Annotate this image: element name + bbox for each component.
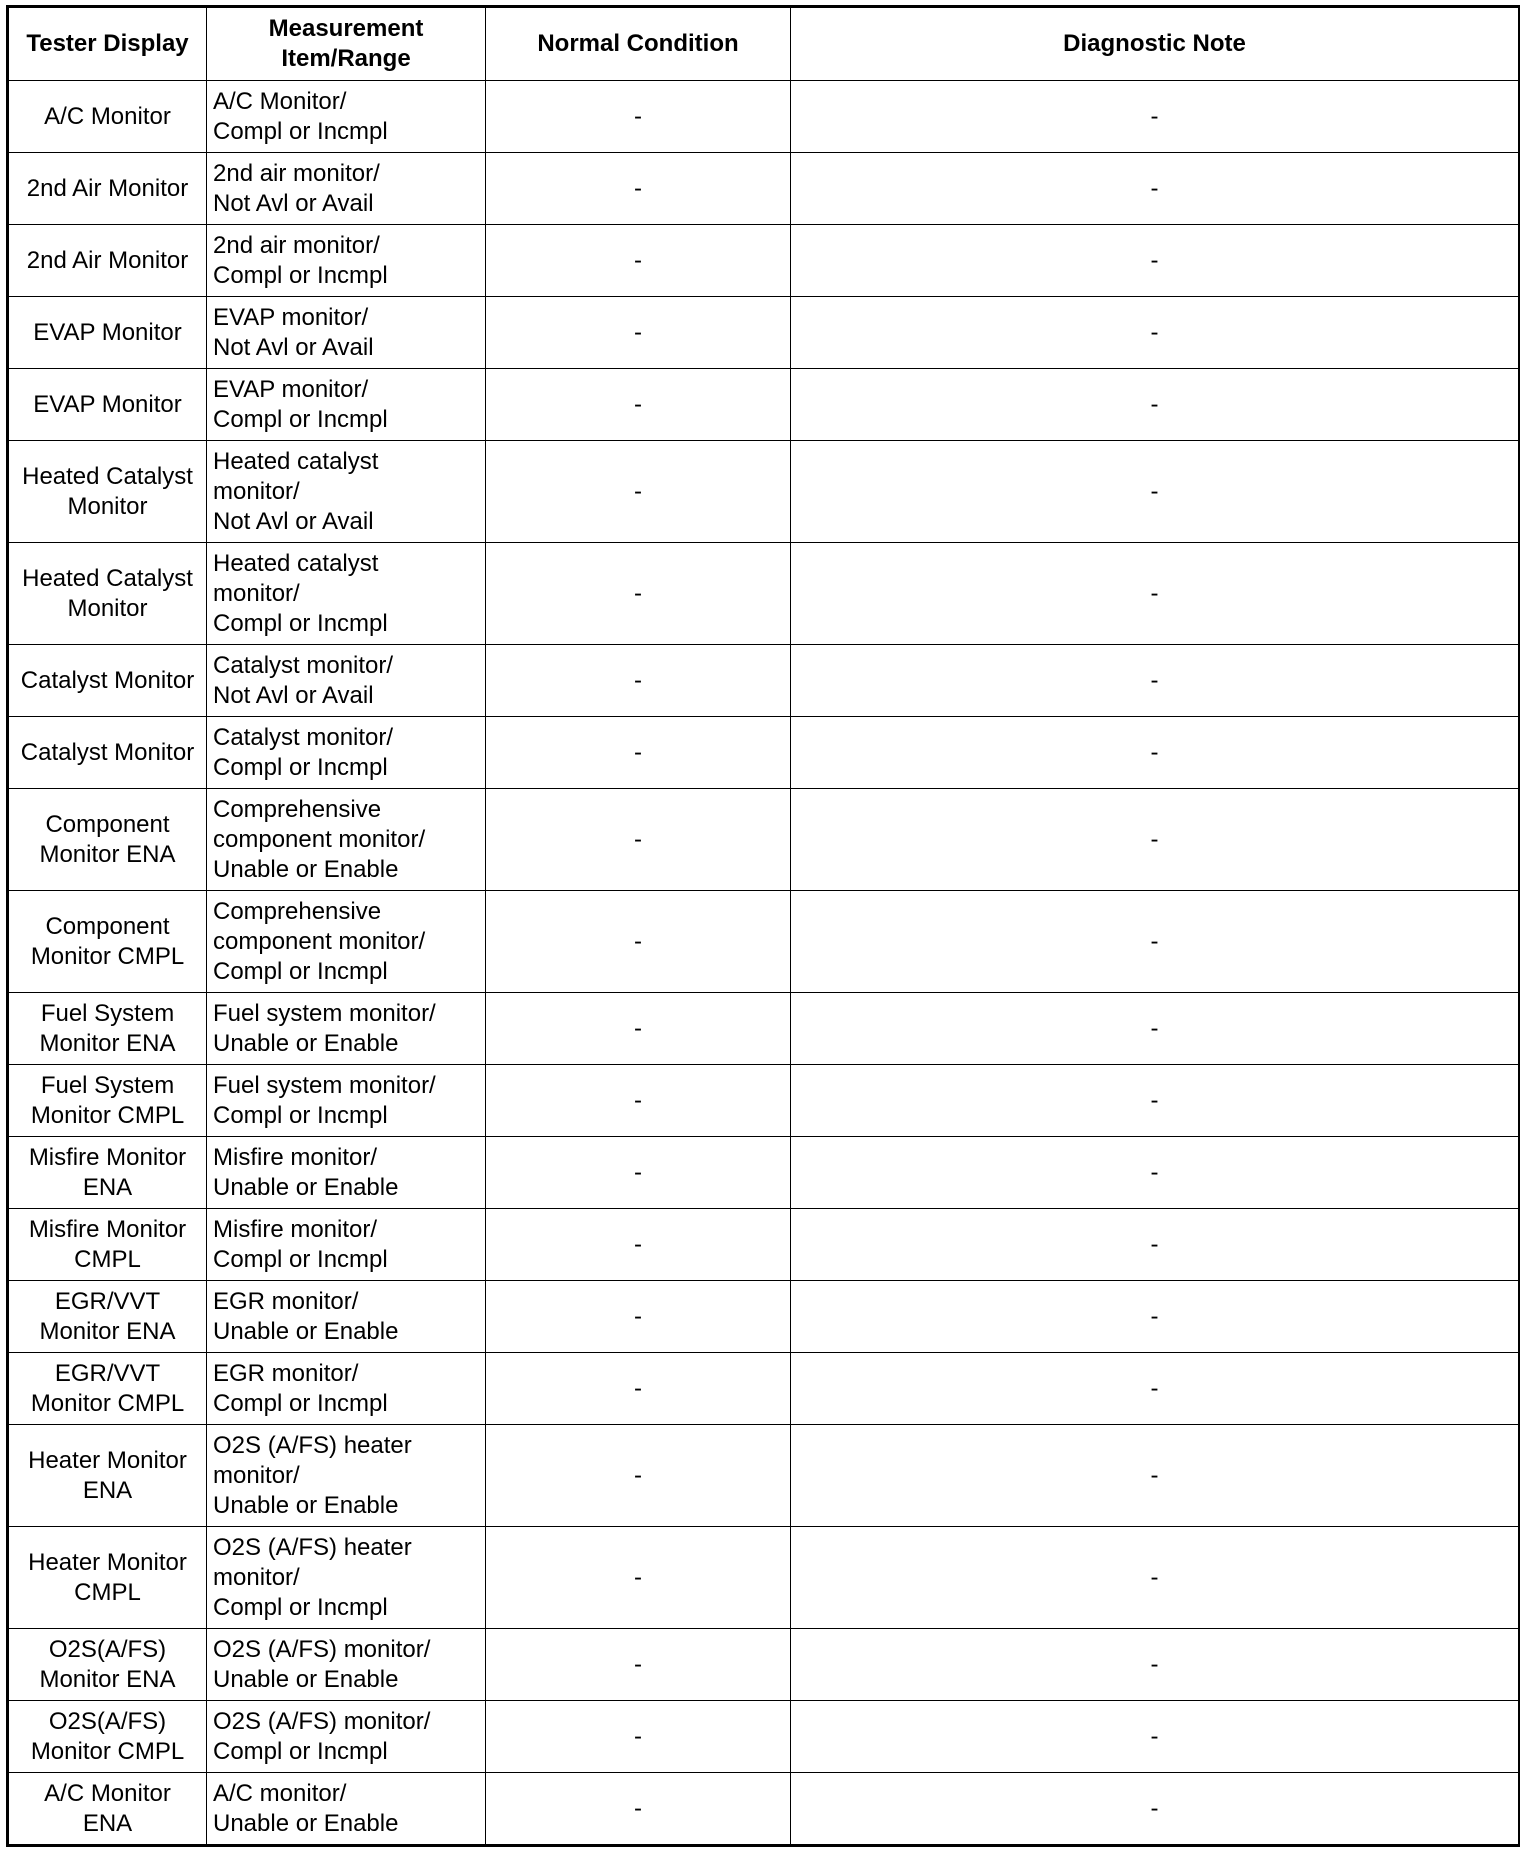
table-row — [8, 441, 1520, 543]
cell-diagnostic-note: - — [791, 891, 1520, 993]
cell-diagnostic-note: - — [791, 717, 1520, 789]
table-row — [8, 1281, 1520, 1353]
header-diagnostic-note: Diagnostic Note — [791, 7, 1520, 81]
cell-diagnostic-note: - — [791, 369, 1520, 441]
cell-measurement: 2nd air monitor/ Compl or Incmpl — [207, 225, 486, 297]
cell-tester-display: Misfire Monitor CMPL — [8, 1209, 207, 1281]
cell-tester-display: Heater Monitor CMPL — [8, 1527, 207, 1629]
cell-tester-display: EGR/VVT Monitor ENA — [8, 1281, 207, 1353]
cell-normal-condition: - — [486, 369, 791, 441]
table-row — [8, 81, 1520, 153]
table-header-row — [8, 7, 1520, 81]
cell-measurement: Heated catalyst monitor/ Compl or Incmpl — [207, 543, 486, 645]
cell-diagnostic-note: - — [791, 1281, 1520, 1353]
cell-normal-condition: - — [486, 1209, 791, 1281]
cell-tester-display: Catalyst Monitor — [8, 717, 207, 789]
cell-measurement: Heated catalyst monitor/ Not Avl or Avail — [207, 441, 486, 543]
cell-tester-display: Component Monitor CMPL — [8, 891, 207, 993]
cell-measurement: Fuel system monitor/ Unable or Enable — [207, 993, 486, 1065]
table-row — [8, 297, 1520, 369]
cell-measurement: EVAP monitor/ Compl or Incmpl — [207, 369, 486, 441]
cell-diagnostic-note: - — [791, 441, 1520, 543]
table-row — [8, 543, 1520, 645]
cell-tester-display: Fuel System Monitor CMPL — [8, 1065, 207, 1137]
cell-measurement: 2nd air monitor/ Not Avl or Avail — [207, 153, 486, 225]
data-list-table — [6, 5, 1520, 1847]
cell-measurement: Fuel system monitor/ Compl or Incmpl — [207, 1065, 486, 1137]
cell-diagnostic-note: - — [791, 543, 1520, 645]
cell-measurement: Comprehensive component monitor/ Unable or Enable — [207, 789, 486, 891]
document-page — [6, 5, 1518, 1847]
cell-measurement: O2S (A/FS) heater monitor/ Compl or Incmpl — [207, 1527, 486, 1629]
cell-tester-display: Heater Monitor ENA — [8, 1425, 207, 1527]
cell-diagnostic-note: - — [791, 81, 1520, 153]
cell-normal-condition: - — [486, 81, 791, 153]
cell-tester-display: 2nd Air Monitor — [8, 225, 207, 297]
cell-measurement: A/C monitor/ Unable or Enable — [207, 1773, 486, 1846]
cell-tester-display: Catalyst Monitor — [8, 645, 207, 717]
cell-diagnostic-note: - — [791, 1701, 1520, 1773]
table-row — [8, 1209, 1520, 1281]
cell-tester-display: Component Monitor ENA — [8, 789, 207, 891]
table-row — [8, 225, 1520, 297]
cell-measurement: O2S (A/FS) monitor/ Compl or Incmpl — [207, 1701, 486, 1773]
cell-normal-condition: - — [486, 891, 791, 993]
table-row — [8, 891, 1520, 993]
cell-measurement: A/C Monitor/ Compl or Incmpl — [207, 81, 486, 153]
cell-diagnostic-note: - — [791, 1065, 1520, 1137]
cell-tester-display: EVAP Monitor — [8, 297, 207, 369]
cell-tester-display: Heated Catalyst Monitor — [8, 543, 207, 645]
cell-measurement: EVAP monitor/ Not Avl or Avail — [207, 297, 486, 369]
cell-diagnostic-note: - — [791, 1209, 1520, 1281]
cell-normal-condition: - — [486, 297, 791, 369]
cell-normal-condition: - — [486, 1701, 791, 1773]
table-row — [8, 645, 1520, 717]
cell-measurement: O2S (A/FS) heater monitor/ Unable or Enable — [207, 1425, 486, 1527]
cell-normal-condition: - — [486, 993, 791, 1065]
table-row — [8, 1425, 1520, 1527]
table-row — [8, 1137, 1520, 1209]
cell-measurement: Misfire monitor/ Compl or Incmpl — [207, 1209, 486, 1281]
cell-tester-display: A/C Monitor — [8, 81, 207, 153]
header-normal-condition: Normal Condition — [486, 7, 791, 81]
cell-tester-display: Misfire Monitor ENA — [8, 1137, 207, 1209]
cell-normal-condition: - — [486, 1065, 791, 1137]
table-row — [8, 1701, 1520, 1773]
cell-normal-condition: - — [486, 225, 791, 297]
cell-normal-condition: - — [486, 1425, 791, 1527]
cell-measurement: EGR monitor/ Compl or Incmpl — [207, 1353, 486, 1425]
cell-diagnostic-note: - — [791, 1425, 1520, 1527]
cell-measurement: EGR monitor/ Unable or Enable — [207, 1281, 486, 1353]
cell-normal-condition: - — [486, 1527, 791, 1629]
cell-measurement: Misfire monitor/ Unable or Enable — [207, 1137, 486, 1209]
cell-normal-condition: - — [486, 1137, 791, 1209]
cell-tester-display: A/C Monitor ENA — [8, 1773, 207, 1846]
cell-measurement: Catalyst monitor/ Compl or Incmpl — [207, 717, 486, 789]
cell-tester-display: Fuel System Monitor ENA — [8, 993, 207, 1065]
cell-diagnostic-note: - — [791, 1629, 1520, 1701]
cell-tester-display: EGR/VVT Monitor CMPL — [8, 1353, 207, 1425]
table-row — [8, 1527, 1520, 1629]
cell-normal-condition: - — [486, 543, 791, 645]
table-row — [8, 1773, 1520, 1846]
cell-normal-condition: - — [486, 153, 791, 225]
cell-diagnostic-note: - — [791, 1353, 1520, 1425]
cell-measurement: O2S (A/FS) monitor/ Unable or Enable — [207, 1629, 486, 1701]
cell-diagnostic-note: - — [791, 993, 1520, 1065]
cell-normal-condition: - — [486, 717, 791, 789]
cell-tester-display: Heated Catalyst Monitor — [8, 441, 207, 543]
cell-normal-condition: - — [486, 1773, 791, 1846]
cell-diagnostic-note: - — [791, 225, 1520, 297]
cell-normal-condition: - — [486, 441, 791, 543]
cell-tester-display: O2S(A/FS) Monitor ENA — [8, 1629, 207, 1701]
header-measurement-item-range: Measurement Item/Range — [207, 7, 486, 81]
table-row — [8, 1065, 1520, 1137]
table-row — [8, 993, 1520, 1065]
cell-diagnostic-note: - — [791, 789, 1520, 891]
table-row — [8, 789, 1520, 891]
cell-diagnostic-note: - — [791, 297, 1520, 369]
cell-tester-display: 2nd Air Monitor — [8, 153, 207, 225]
table-row — [8, 1353, 1520, 1425]
cell-normal-condition: - — [486, 1353, 791, 1425]
cell-diagnostic-note: - — [791, 153, 1520, 225]
table-row — [8, 1629, 1520, 1701]
cell-normal-condition: - — [486, 789, 791, 891]
cell-measurement: Comprehensive component monitor/ Compl or Incmpl — [207, 891, 486, 993]
cell-diagnostic-note: - — [791, 645, 1520, 717]
cell-tester-display: O2S(A/FS) Monitor CMPL — [8, 1701, 207, 1773]
cell-tester-display: EVAP Monitor — [8, 369, 207, 441]
cell-diagnostic-note: - — [791, 1773, 1520, 1846]
table-row — [8, 153, 1520, 225]
cell-normal-condition: - — [486, 1281, 791, 1353]
cell-normal-condition: - — [486, 1629, 791, 1701]
cell-measurement: Catalyst monitor/ Not Avl or Avail — [207, 645, 486, 717]
header-tester-display: Tester Display — [8, 7, 207, 81]
table-row — [8, 717, 1520, 789]
cell-diagnostic-note: - — [791, 1527, 1520, 1629]
cell-normal-condition: - — [486, 645, 791, 717]
table-row — [8, 369, 1520, 441]
cell-diagnostic-note: - — [791, 1137, 1520, 1209]
